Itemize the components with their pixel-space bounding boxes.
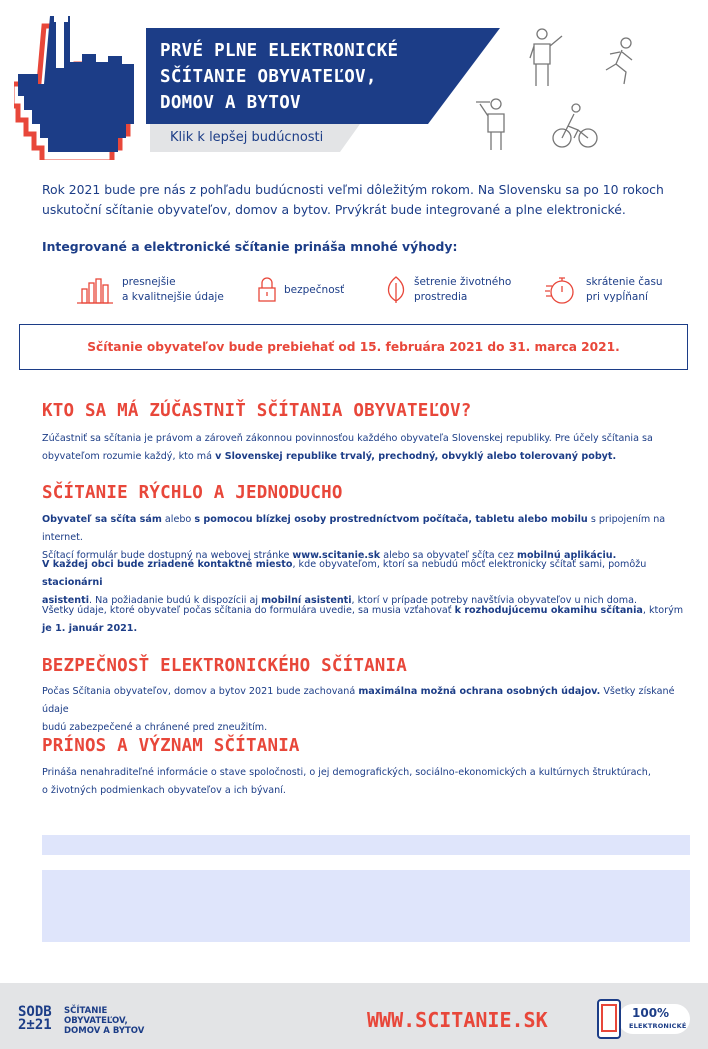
text-run: alebo sa obyvateľ sčíta cez [380,550,517,561]
benefit-security [258,270,344,310]
census-dates-text: Sčítanie obyvateľov bude prebiehať od 15. februára 2021 do 31. marca 2021. [87,340,620,354]
waiter-person-icon [474,94,518,152]
section-text-security [42,683,687,737]
poster-subtitle: Klik k lepšej budúcnosti [170,130,324,145]
text-run-bold: s pomocou blízkej osoby prostredníctvom počítača, tabletu alebo mobilu [194,514,588,525]
text-run: . Na požiadanie budú k dispozícii aj [88,595,262,606]
text-run: Počas Sčítania obyvateľov, domov a bytov 2021 bude zachovaná [42,686,359,697]
section-text-quick-3 [42,602,687,638]
text-run-bold: V každej obci bude zriadené kontaktné miesto [42,559,293,570]
text-run: Sčítací formulár bude dostupný na webovej stránke [42,550,293,561]
section-heading-security: BEZPEČNOSŤ ELEKTRONICKÉHO SČÍTANIA [42,656,408,676]
text-run: Prináša nenahraditeľné informácie o stave spoločnosti, o jej demografických, sociálno-ekonomických a kultúrnych štruktúrach, [42,767,651,778]
sodb-logo [18,1006,52,1032]
section-heading-quick: SČÍTANIE RÝCHLO A JEDNODUCHO [42,483,343,503]
text-run-bold: je 1. január 2021. [42,623,138,634]
benefit-accurate-data [76,270,224,310]
benefit-label-line: prostredia [414,291,468,303]
cyclist-icon [550,100,600,150]
intro-line-2: uskutoční sčítanie obyvateľov, domov a bytov. Prvýkrát bude integrované a plne elektronické. [42,202,626,217]
section-text-benefit [42,764,687,800]
text-run: Všetky získané údaje [42,686,675,715]
intro-line-1: Rok 2021 bude pre nás z pohľadu budúcnosti veľmi dôležitým rokom. Na Slovensku sa po 10 rokoch [42,182,664,197]
census-dates-box [19,324,688,370]
section-heading-who: KTO SA MÁ ZÚČASTNIŤ SČÍTANIA OBYVATEĽOV? [42,401,472,421]
benefit-label-line: pri vypĺňaní [586,291,648,303]
tablet-icon [596,998,624,1040]
text-run-bold: www.scitanie.sk [292,550,381,561]
text-run-bold: maximálna možná ochrana osobných údajov. [358,686,601,697]
text-run: , ktorým [642,605,684,616]
logo-line-2: 2±21 [18,1017,52,1033]
intro-text [42,180,682,220]
text-run: s pripojením na internet. [42,514,666,543]
text-run: Zúčastniť sa sčítania je právom a zároveň zákonnou povinnosťou každého obyvateľa Slovenskej republiky. Pre účely sčítania sa [42,433,653,444]
text-run: alebo [161,514,195,525]
benefit-label-line: šetrenie životného [414,276,512,288]
text-run-bold: asistenti [42,595,89,606]
logo-caption-line: OBYVATEĽOV, [64,1016,128,1026]
text-run: , ktorí v prípade potreby navštívia obyvateľov u nich doma. [351,595,638,606]
text-run-bold: mobilnú aplikáciu. [516,550,617,561]
badge-label: ELEKTRONICKÉ [629,1022,687,1030]
standing-person-icon [520,26,570,88]
padlock-icon [258,277,276,303]
benefits-heading: Integrované a elektronické sčítanie prináša mnohé výhody: [42,239,458,254]
title-line-1: PRVÉ PLNE ELEKTRONICKÉ [160,41,399,61]
leaf-icon [386,275,406,305]
text-run: , kde obyvateľom, ktorí sa nebudú môcť elektronicky sčítať sami, pomôžu [292,559,647,570]
title-line-2: SČÍTANIE OBYVATEĽOV, [160,67,377,87]
poster-title [160,38,480,116]
text-run-bold: mobilní asistenti [261,595,352,606]
text-run: obyvateľom rozumie každý, kto má [42,451,216,462]
text-run-bold: stacionárni [42,577,103,588]
stopwatch-icon [544,274,578,306]
benefit-time-saving [544,270,663,310]
bar-chart-icon [76,275,114,305]
benefit-label-line: skrátenie času [586,276,663,288]
benefit-label-line: bezpečnosť [284,283,345,296]
blank-fill-strip [42,835,690,855]
logo-caption-line: DOMOV A BYTOV [64,1026,145,1036]
benefit-label-line: a kvalitnejšie údaje [122,291,224,303]
logo-caption [64,1006,144,1036]
blank-fill-box [42,870,690,942]
text-run-bold: v Slovenskej republike trvalý, prechodný, obvyklý alebo tolerovaný pobyt. [215,451,617,462]
running-person-icon [596,36,646,86]
section-text-who [42,430,687,466]
text-run-bold: k rozhodujúcemu okamihu sčítania [454,605,643,616]
benefit-environment [386,270,511,310]
logo-line-1: SODB [18,1004,52,1020]
logo-caption-line: SČÍTANIE [64,1006,108,1016]
benefit-label-line: presnejšie [122,276,176,288]
text-run: Všetky údaje, ktoré obyvateľ počas sčítania do formulára uvedie, sa musia vzťahovať [42,605,455,616]
text-run: budú zabezpečené a chránené pred zneužitím. [42,722,268,733]
section-heading-benefit: PRÍNOS A VÝZNAM SČÍTANIA [42,736,300,756]
title-line-3: DOMOV A BYTOV [160,93,301,113]
text-run: o životných podmienkach obyvateľov a ich bývaní. [42,785,286,796]
badge-percent: 100% [632,1006,670,1020]
text-run-bold: Obyvateľ sa sčíta sám [42,514,162,525]
website-link[interactable]: WWW.SCITANIE.SK [367,1008,548,1032]
